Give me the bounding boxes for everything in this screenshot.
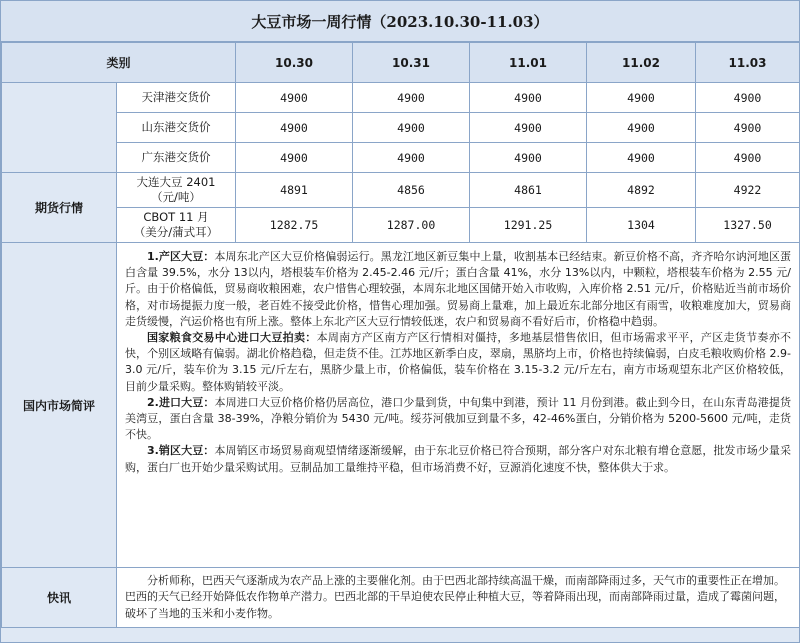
date-header: 11.03	[696, 43, 800, 83]
commentary-paragraph: 1.产区大豆：本周东北产区大豆价格偏弱运行。黑龙江地区新豆集中上量，收割基本已经结束。新豆价格不高，齐齐哈尔讷河地区蛋白含量 39.5%，水分 13以内，塔根装车价格为 2.45-2.46 元/斤；蛋白含量 41%，水分 13%以内，中颗粒，塔根装车价格为 2.55 元/斤。由于价格偏低，贸易商收粮困难，农户惜售心理较强，本周东北地区国储开始入市收购，入库价格 2.51 元/斤，价格贴近当前市场价格，对市场提振力度一般，老百姓不接受此价格，惜售心理加强。贸易商上量难，加上最近东北部分地区有雨雪，收粮难度加大，贸易商走货缓慢，汽运价格也有所上涨。整体上东北产区大豆行情较低迷，农户和贸易商不看好后市，价格稳中趋弱。	[125, 250, 792, 328]
price-cell: 4900	[470, 143, 587, 173]
domestic-row	[2, 243, 800, 568]
domestic-category: 国内市场简评	[2, 243, 117, 568]
row-label: 天津港交货价	[117, 83, 236, 113]
price-cell: 4900	[470, 113, 587, 143]
domestic-commentary	[117, 243, 800, 568]
spot-row	[2, 83, 800, 113]
row-label: 广东港交货价	[117, 143, 236, 173]
news-row	[2, 568, 800, 628]
commentary-paragraph: 国家粮食交易中心进口大豆拍卖：本周南方产区南方产区行情相对僵持，多地基层惜售依旧，但市场需求平平，产区走货节奏亦不快，个别区域略有偏弱。湖北价格趋稳，但走货不佳。江苏地区新季白皮，翠扇，黑脐均上市，价格也持续偏弱，白皮毛粮收购价格 2.9-3.0 元/斤，装车价为 3.15 元/斤左右，黑脐少量上市，价格偏低，装车价格在 3.15-3.2 元/斤左右，南方市场观望东北产区价格较低，目前少量采购。整体购销较平淡。	[125, 331, 792, 393]
date-header: 10.30	[236, 43, 353, 83]
date-header: 11.01	[470, 43, 587, 83]
section-heading: 国家粮食交易中心进口大豆拍卖：	[147, 331, 317, 345]
spot-row	[2, 143, 800, 173]
price-cell: 4856	[353, 173, 470, 208]
price-cell: 4900	[236, 143, 353, 173]
price-cell: 1304	[587, 208, 696, 243]
date-header: 11.02	[587, 43, 696, 83]
category-header: 类别	[2, 43, 236, 83]
price-cell: 1282.75	[236, 208, 353, 243]
market-table	[1, 42, 800, 628]
price-cell: 4900	[236, 113, 353, 143]
futures-row	[2, 173, 800, 208]
price-cell: 1291.25	[470, 208, 587, 243]
page-title: 大豆市场一周行情（2023.10.30-11.03）	[1, 1, 799, 42]
commentary-paragraph: 2.进口大豆：本周进口大豆价格价格仍居高位，港口少量到货，中旬集中到港，预计 11 月份到港。截止到今日，在山东青岛港提货美湾豆，蛋白含量 38-39%，净粮分销价为 5430 元/吨。绥芬河俄加豆到量不多，42-46%蛋白，分销价格为 5200-5600 元/吨，走货不快。	[125, 395, 792, 442]
spot-category	[2, 83, 117, 173]
price-cell: 4900	[353, 83, 470, 113]
commentary-paragraph: 3.销区大豆：本周销区市场贸易商观望情绪逐渐缓解，由于东北豆价格已符合预期，部分客户对东北粮有增仓意愿，批发市场少量采购，蛋白厂也开始少量采购试用。豆制品加工量维持平稳，但市场消费不好，豆源消化速度不快，整体供大于求。	[125, 444, 792, 474]
price-cell: 4900	[470, 83, 587, 113]
section-heading: 1.产区大豆：	[147, 250, 215, 263]
price-cell: 1287.00	[353, 208, 470, 243]
row-label: CBOT 11 月 （美分/蒲式耳）	[117, 208, 236, 243]
section-heading: 3.销区大豆：	[147, 444, 215, 458]
spot-row	[2, 113, 800, 143]
price-cell: 4900	[696, 113, 800, 143]
futures-category: 期货行情	[2, 173, 117, 243]
price-cell: 1327.50	[696, 208, 800, 243]
row-label: 山东港交货价	[117, 113, 236, 143]
price-cell: 4891	[236, 173, 353, 208]
price-cell: 4900	[353, 143, 470, 173]
price-cell: 4861	[470, 173, 587, 208]
news-text: 分析师称，巴西天气逐渐成为农产品上涨的主要催化剂。由于巴西北部持续高温干燥，而南部降雨过多，天气市的重要性正在增加。巴西的天气已经开始降低农作物单产潜力。巴西北部的干旱迫使农民停止种植大豆，等着降雨出现，而南部降雨过量，造成了霉菌问题，破坏了当地的玉米和小麦作物。	[117, 568, 800, 628]
price-cell: 4922	[696, 173, 800, 208]
row-label: 大连大豆 2401 （元/吨）	[117, 173, 236, 208]
price-cell: 4900	[587, 143, 696, 173]
price-cell: 4900	[587, 113, 696, 143]
price-cell: 4900	[587, 83, 696, 113]
date-header: 10.31	[353, 43, 470, 83]
news-category: 快讯	[2, 568, 117, 628]
futures-row	[2, 208, 800, 243]
price-cell: 4900	[696, 143, 800, 173]
price-cell: 4900	[696, 83, 800, 113]
price-cell: 4900	[236, 83, 353, 113]
price-cell: 4892	[587, 173, 696, 208]
price-cell: 4900	[353, 113, 470, 143]
header-row	[2, 43, 800, 83]
section-heading: 2.进口大豆：	[147, 395, 215, 409]
